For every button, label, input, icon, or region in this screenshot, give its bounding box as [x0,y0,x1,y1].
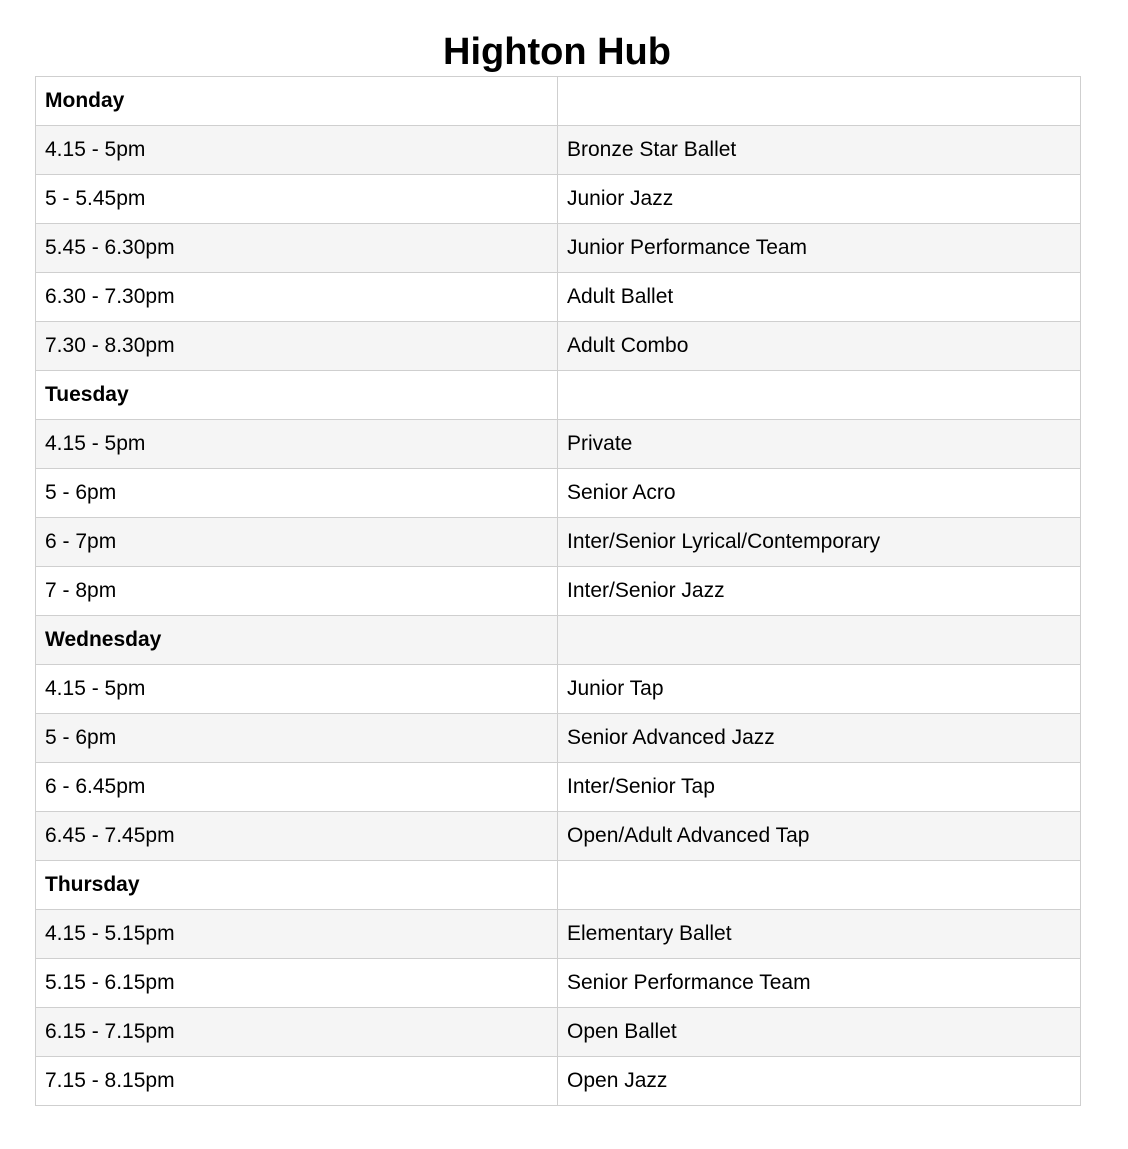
class-name: Senior Performance Team [558,959,1081,1008]
schedule-table [35,76,1081,1106]
class-row [36,322,1081,371]
class-row [36,420,1081,469]
day-name: Monday [36,77,558,126]
class-name: Bronze Star Ballet [558,126,1081,175]
class-time: 5.45 - 6.30pm [36,224,558,273]
class-row [36,224,1081,273]
class-time: 7.30 - 8.30pm [36,322,558,371]
class-time: 5.15 - 6.15pm [36,959,558,1008]
schedule-body [36,77,1081,1106]
class-name: Junior Jazz [558,175,1081,224]
class-time: 4.15 - 5pm [36,420,558,469]
class-row [36,567,1081,616]
class-time: 7.15 - 8.15pm [36,1057,558,1106]
class-time: 6.15 - 7.15pm [36,1008,558,1057]
day-header-row [36,616,1081,665]
class-time: 4.15 - 5pm [36,665,558,714]
page-title: Highton Hub [443,31,671,73]
class-name: Open Jazz [558,1057,1081,1106]
class-time: 6 - 6.45pm [36,763,558,812]
class-name: Inter/Senior Tap [558,763,1081,812]
class-name: Private [558,420,1081,469]
class-row [36,1057,1081,1106]
class-row [36,714,1081,763]
empty-cell [558,77,1081,126]
class-time: 6.30 - 7.30pm [36,273,558,322]
class-name: Junior Performance Team [558,224,1081,273]
empty-cell [558,616,1081,665]
class-time: 6.45 - 7.45pm [36,812,558,861]
class-time: 4.15 - 5.15pm [36,910,558,959]
class-time: 5 - 5.45pm [36,175,558,224]
day-name: Tuesday [36,371,558,420]
class-row [36,273,1081,322]
class-row [36,469,1081,518]
class-time: 7 - 8pm [36,567,558,616]
class-name: Junior Tap [558,665,1081,714]
class-row [36,126,1081,175]
day-header-row [36,77,1081,126]
class-row [36,812,1081,861]
class-name: Open Ballet [558,1008,1081,1057]
class-name: Senior Advanced Jazz [558,714,1081,763]
class-row [36,175,1081,224]
class-time: 4.15 - 5pm [36,126,558,175]
class-name: Inter/Senior Jazz [558,567,1081,616]
class-row [36,959,1081,1008]
class-name: Elementary Ballet [558,910,1081,959]
class-time: 5 - 6pm [36,469,558,518]
class-row [36,763,1081,812]
class-name: Adult Ballet [558,273,1081,322]
day-name: Thursday [36,861,558,910]
class-name: Inter/Senior Lyrical/Contemporary [558,518,1081,567]
class-row [36,518,1081,567]
day-header-row [36,371,1081,420]
empty-cell [558,861,1081,910]
class-row [36,1008,1081,1057]
class-name: Senior Acro [558,469,1081,518]
class-name: Adult Combo [558,322,1081,371]
day-name: Wednesday [36,616,558,665]
class-name: Open/Adult Advanced Tap [558,812,1081,861]
class-row [36,910,1081,959]
day-header-row [36,861,1081,910]
empty-cell [558,371,1081,420]
class-time: 6 - 7pm [36,518,558,567]
class-time: 5 - 6pm [36,714,558,763]
class-row [36,665,1081,714]
